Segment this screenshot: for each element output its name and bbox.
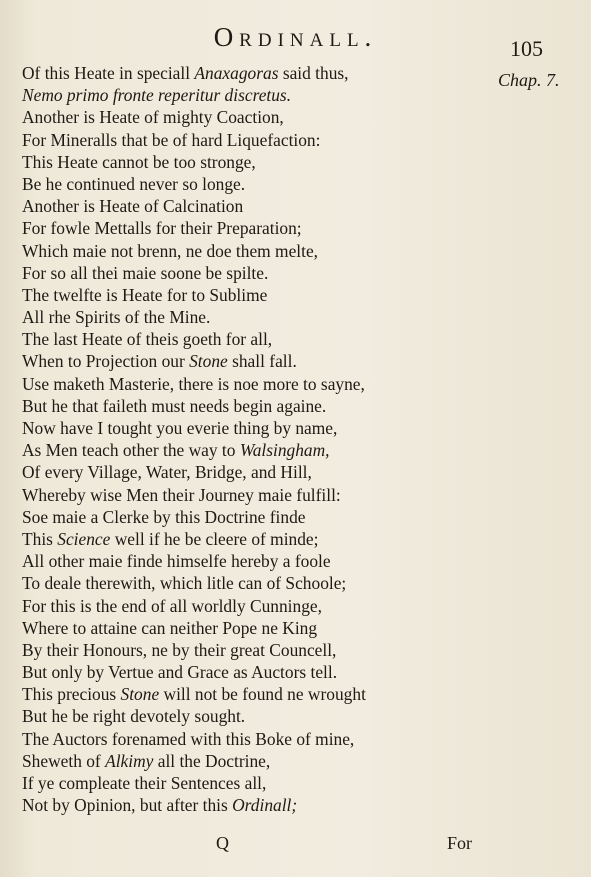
verse-segment: Soe maie a Clerke by this Doctrine finde bbox=[22, 506, 306, 527]
verse-segment: For fowle Mettalls for their Preparation; bbox=[22, 218, 302, 239]
verse-segment: If ye compleate their Sentences all, bbox=[22, 773, 267, 793]
verse-line bbox=[22, 617, 492, 639]
verse-segment: But he that faileth must needs begin againe. bbox=[22, 395, 327, 416]
verse-line bbox=[22, 62, 492, 84]
verse-line bbox=[22, 284, 492, 306]
verse-line bbox=[22, 328, 492, 350]
verse-line bbox=[22, 461, 492, 483]
verse-line bbox=[22, 639, 492, 661]
verse-segment: shall fall. bbox=[227, 351, 297, 372]
verse-segment: This precious bbox=[22, 684, 121, 705]
verse-segment: Science bbox=[57, 528, 111, 549]
verse-segment: Nemo primo fronte reperitur discretus. bbox=[22, 85, 292, 106]
verse-line bbox=[22, 173, 492, 195]
verse-segment: Which maie not brenn, ne doe them melte, bbox=[22, 240, 319, 261]
verse-segment: Use maketh Masterie, there is noe more to sayne, bbox=[22, 373, 365, 394]
verse-segment: Where to attaine can neither Pope ne King bbox=[22, 617, 318, 638]
verse-segment: all the Doctrine, bbox=[153, 750, 271, 771]
verse-line bbox=[22, 151, 492, 173]
verse-segment: By their Honours, ne by their great Councell, bbox=[22, 639, 337, 660]
signature-mark: Q bbox=[216, 833, 229, 853]
verse-line bbox=[22, 683, 492, 705]
verse-segment: As Men teach other the way to bbox=[22, 440, 240, 461]
verse-line bbox=[22, 417, 492, 439]
verse-line bbox=[22, 572, 492, 594]
catchword: For bbox=[447, 833, 473, 853]
margin-note: Chap. 7. bbox=[498, 70, 560, 90]
verse-line bbox=[22, 528, 492, 550]
verse-segment: When to Projection our bbox=[22, 351, 190, 372]
verse-line bbox=[22, 772, 492, 794]
verse-segment: Of this Heate in speciall bbox=[22, 63, 195, 83]
verse-line bbox=[22, 350, 492, 372]
verse-line bbox=[22, 506, 492, 528]
verse-segment: This bbox=[22, 528, 58, 549]
verse-segment: Alkimy bbox=[105, 750, 154, 771]
verse-segment: Not by Opinion, but after this bbox=[22, 795, 233, 816]
verse-segment: said thus, bbox=[278, 63, 349, 83]
verse-segment: All rhe Spirits of the Mine. bbox=[22, 307, 211, 328]
verse-line bbox=[22, 262, 492, 284]
verse-line bbox=[22, 484, 492, 506]
verse-segment: For Mineralls that be of hard Liquefaction: bbox=[22, 129, 321, 150]
verse-segment: The Auctors forenamed with this Boke of mine, bbox=[22, 728, 355, 749]
verse-line bbox=[22, 705, 492, 727]
verse-segment: Anaxagoras bbox=[194, 63, 279, 83]
running-head: Ordinall. bbox=[213, 22, 378, 52]
verse-line bbox=[22, 439, 492, 461]
verse-segment: This Heate cannot be too stronge, bbox=[22, 151, 256, 172]
verse-line bbox=[22, 750, 492, 772]
verse-line bbox=[22, 84, 492, 106]
verse-line bbox=[22, 240, 492, 262]
verse-line bbox=[22, 217, 492, 239]
verse-segment: Walsingham, bbox=[239, 440, 330, 461]
page-number: 105 bbox=[510, 36, 543, 61]
verse-segment: To deale therewith, which litle can of Schoole; bbox=[22, 573, 347, 594]
verse-line bbox=[22, 794, 492, 816]
verse-segment: Ordinall; bbox=[232, 795, 298, 816]
verse-line bbox=[22, 195, 492, 217]
verse-line bbox=[22, 595, 492, 617]
verse-segment: Whereby wise Men their Journey maie fulfill: bbox=[22, 484, 341, 505]
verse-segment: will not be found ne wrought bbox=[159, 684, 366, 705]
verse-line bbox=[22, 306, 492, 328]
verse-segment: Be he continued never so longe. bbox=[22, 173, 246, 194]
verse-segment: For this is the end of all worldly Cunninge, bbox=[22, 595, 322, 616]
verse-segment: Now have I tought you everie thing by name, bbox=[22, 418, 338, 438]
verse-segment: well if he be cleere of minde; bbox=[110, 528, 319, 549]
verse-segment: All other maie finde himselfe hereby a foole bbox=[22, 551, 331, 572]
verse-segment: Of every Village, Water, Bridge, and Hill, bbox=[22, 462, 312, 483]
verse-segment: Sheweth of bbox=[22, 750, 106, 771]
verse-segment: Stone bbox=[120, 684, 160, 705]
verse-line bbox=[22, 373, 492, 395]
verse-line bbox=[22, 661, 492, 683]
verse-text bbox=[22, 62, 492, 816]
verse-segment: But only by Vertue and Grace as Auctors tell. bbox=[22, 662, 338, 683]
verse-segment: The twelfte is Heate for to Sublime bbox=[22, 284, 268, 305]
verse-segment: The last Heate of theis goeth for all, bbox=[22, 329, 273, 350]
verse-segment: Another is Heate of mighty Coaction, bbox=[22, 107, 284, 128]
verse-line bbox=[22, 728, 492, 750]
verse-line bbox=[22, 550, 492, 572]
verse-segment: Stone bbox=[189, 351, 228, 372]
verse-segment: For so all thei maie soone be spilte. bbox=[22, 262, 269, 283]
verse-segment: But he be right devotely sought. bbox=[22, 706, 246, 727]
verse-segment: Another is Heate of Calcination bbox=[22, 196, 244, 217]
verse-line bbox=[22, 395, 492, 417]
verse-line bbox=[22, 106, 492, 128]
verse-line bbox=[22, 129, 492, 151]
